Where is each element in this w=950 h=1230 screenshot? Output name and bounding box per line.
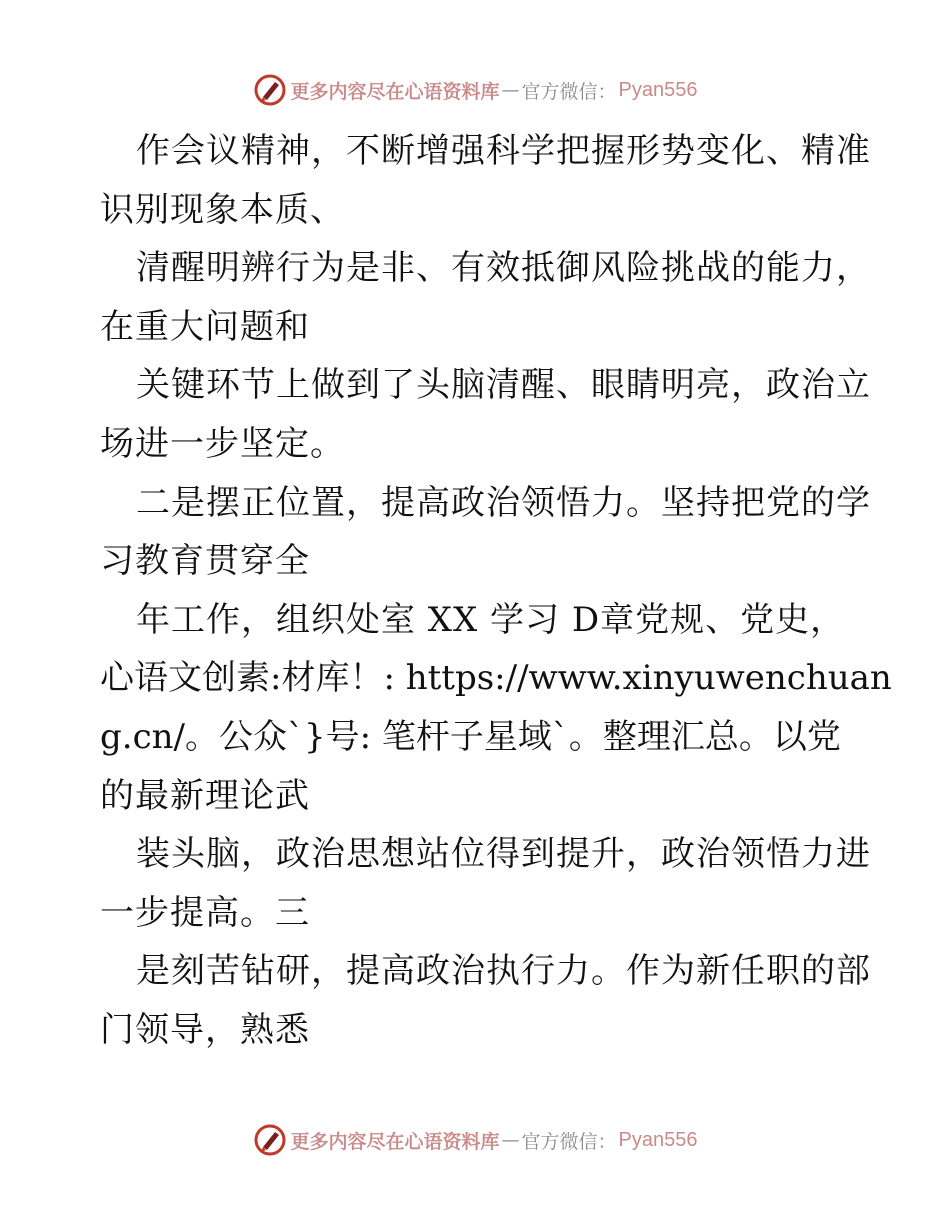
body-line-url: 心语文创素:材库！: https://www.xinyuwenchuan xyxy=(100,658,892,699)
body-line: 装头脑，政治思想站位得到提升，政治领悟力进 xyxy=(136,834,871,875)
body-line: 是刻苦钻研，提高政治执行力。作为新任职的部 xyxy=(136,951,871,992)
banner-dash: — xyxy=(501,1129,520,1151)
pen-circle-logo-icon xyxy=(253,1123,287,1157)
body-line: 识别现象本质、 xyxy=(100,189,345,230)
body-line: 清醒明辨行为是非、有效抵御风险挑战的能力， xyxy=(136,248,871,289)
banner-wechat-id: Pyan556 xyxy=(618,78,698,101)
pen-circle-logo-icon xyxy=(253,73,287,107)
body-line: g.cn/。公众`}号: 笔杆子星域`。整理汇总。以党 xyxy=(100,716,841,757)
body-line: 门领导，熟悉 xyxy=(100,1009,310,1050)
footer-banner xyxy=(0,1120,950,1160)
body-line: 场进一步坚定。 xyxy=(100,423,345,464)
body-line: 二是摆正位置，提高政治领悟力。坚持把党的学 xyxy=(136,482,871,523)
body-line: 一步提高。三 xyxy=(100,892,310,933)
banner-brand-text: 更多内容尽在心语资料库 xyxy=(290,1130,500,1153)
body-line: 年工作，组织处室 XX 学习 D章党规、党史， xyxy=(136,599,846,640)
body-line: 在重大问题和 xyxy=(100,306,310,347)
banner-official-label: 官方微信： xyxy=(521,80,617,103)
banner-brand-text: 更多内容尽在心语资料库 xyxy=(290,80,500,103)
body-line: 习教育贯穿全 xyxy=(100,541,310,582)
banner-wechat-id: Pyan556 xyxy=(618,1128,698,1151)
body-line: 的最新理论武 xyxy=(100,775,310,816)
body-line: 作会议精神，不断增强科学把握形势变化、精准 xyxy=(136,131,871,171)
header-banner xyxy=(0,70,950,110)
document-body xyxy=(100,122,892,1060)
body-line: 关键环节上做到了头脑清醒、眼睛明亮，政治立 xyxy=(136,365,871,406)
banner-official-label: 官方微信： xyxy=(521,1130,617,1153)
banner-dash: — xyxy=(501,79,520,101)
